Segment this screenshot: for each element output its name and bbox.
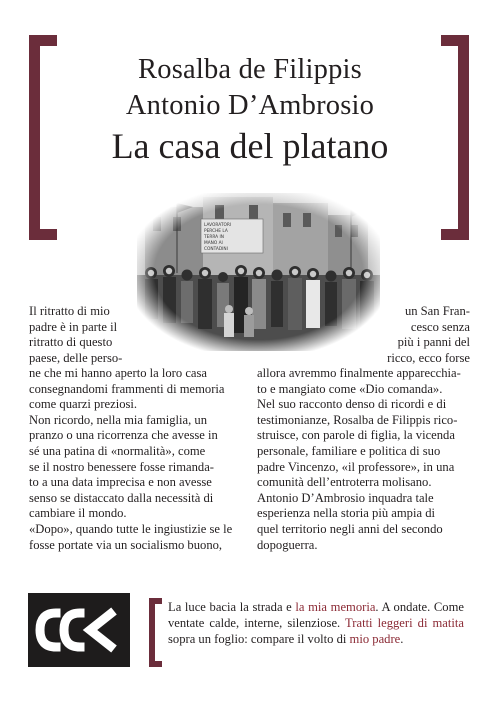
top-left-bracket-top [29,35,57,46]
top-right-bracket-vertical [458,35,469,240]
body-left-wrap [29,304,169,366]
publisher-logo [28,593,130,667]
text-line: ricco, ecco forse [387,350,470,365]
cover-header [60,52,440,168]
text-line: quel territorio negli anni del secondo [257,521,443,536]
quote-highlight: Tratti leggeri di matita [345,615,464,630]
text-line: comunità dell’entroterra molisano. [257,475,432,490]
text-line: ne che mi hanno aperto la loro casa [29,366,207,380]
body-left-column [29,366,238,553]
text-line: un San Fran- [404,304,470,318]
text-line: dopoguerra. [257,537,318,552]
text-line: consegnandomi frammenti di memoria [29,381,225,396]
top-right-bracket-top [441,35,469,46]
top-right-bracket-bottom [441,229,469,240]
text-line: testimonianze, Rosalba de Filippis rico- [257,412,458,427]
bottom-bracket-bottom [149,661,162,667]
text-line: se il nostro benessere fosse rimanda- [29,459,215,474]
text-line: struisce, con parole di figlia, la vicenda [257,428,455,443]
text-line: Nel suo racconto denso di ricordi e di [257,397,447,412]
text-line: cambiare il mondo. [29,506,127,521]
back-quote [168,600,464,647]
text-line: padre è in parte il [29,319,118,334]
text-line: personale, familiare e politica di suo [257,443,441,458]
text-line: senso se distaccato dalla necessità di [29,490,214,505]
quote-text: . A ondate. Come ventate calde, interne, silenziose. [168,600,464,630]
publisher-logo-mark [28,593,130,667]
author-1: Rosalba de Filippis [138,54,362,85]
text-line: allora avremmo finalmente apparecchia- [257,366,461,380]
body-right-column [257,366,470,553]
text-line: «Dopo», quando tutte le ingiustizie se le [29,521,233,536]
text-line: pranzo o una ricorrenza che avesse in [29,428,218,443]
bottom-bracket-top [149,598,162,604]
text-line: ritratto di questo [29,335,113,350]
text-line: Il ritratto di mio [29,304,110,318]
text-line: to e mangiato come «Dio comanda». [257,381,443,396]
cover-photo [137,193,380,351]
quote-text: La luce bacia la strada e [168,600,296,614]
quote-text: sopra un foglio: compare il volto di [168,631,350,646]
text-line: cesco senza [410,319,470,334]
text-line: padre Vincenzo, «il professore», in una [257,459,455,474]
text-line: sé una patina di «normalità», come [29,443,206,458]
text-line: come quarzi preziosi. [29,397,138,412]
text-line: fosse portate via un socialismo buono, [29,537,223,552]
text-line: più i panni del [397,335,470,350]
top-left-bracket-bottom [29,229,57,240]
quote-highlight: la mia memoria [295,600,376,614]
top-left-bracket-vertical [29,35,40,240]
bottom-bracket-vertical [149,598,155,667]
book-title: La casa del platano [111,126,389,166]
author-2: Antonio D’Ambrosio [125,90,375,121]
text-line: to a una data imprecisa e non avesse [29,475,212,490]
body-right-wrap [380,304,470,366]
text-line: Non ricordo, nella mia famiglia, un [29,412,208,427]
text-line: paese, delle perso- [29,350,123,365]
quote-highlight: mio padre [349,631,401,646]
text-line: Antonio D’Ambrosio inquadra tale [257,490,434,505]
quote-text: . [400,631,404,646]
text-line: esperienza nella storia più ampia di [257,506,435,521]
